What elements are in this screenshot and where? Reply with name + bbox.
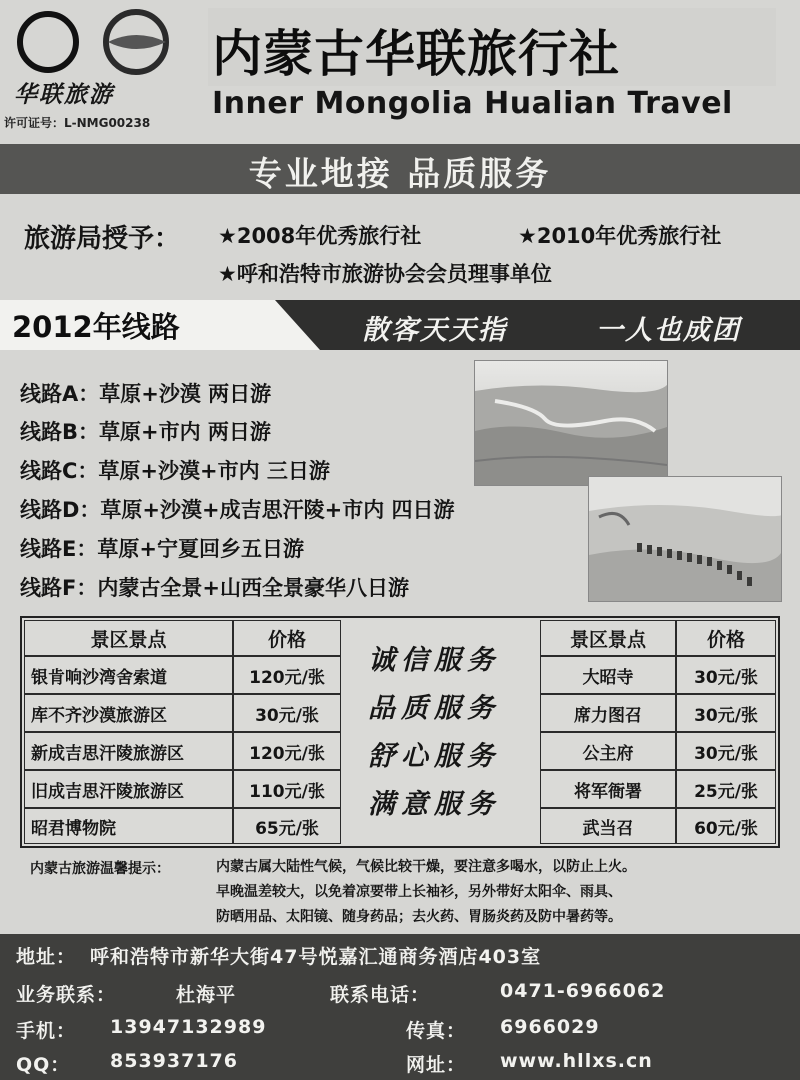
routes-slogan-1: 散客天天指 xyxy=(362,315,507,346)
tips-label: 内蒙古旅游温馨提示： xyxy=(30,861,170,877)
table-row-price: 30元/张 xyxy=(676,732,776,770)
tip-line: 早晚温差较大，以免着凉要带上长袖衫，另外带好太阳伞、雨具、 xyxy=(216,884,622,900)
phone-value: 0471-6966062 xyxy=(500,980,666,1002)
table-row-name: 库不齐沙漠旅游区 xyxy=(24,694,233,732)
mobile-value: 13947132989 xyxy=(110,1016,267,1038)
table-row-price: 65元/张 xyxy=(233,808,341,844)
website-label: 网址： xyxy=(406,1054,467,1076)
header-attraction: 景区景点 xyxy=(540,620,676,656)
table-row-price: 30元/张 xyxy=(676,694,776,732)
routes-year-label: 2012年线路 xyxy=(12,310,180,344)
service-motto: 诚信服务 xyxy=(368,645,500,676)
routes-slogan-2: 一人也成团 xyxy=(596,315,741,346)
address-label: 地址： xyxy=(16,946,77,968)
fax-value: 6966029 xyxy=(500,1016,600,1038)
website-value: www.hllxs.cn xyxy=(500,1050,653,1072)
award-item: ★2010年优秀旅行社 xyxy=(518,224,722,248)
route-item: 线路E：草原+宁夏回乡五日游 xyxy=(20,537,304,561)
table-row-name: 昭君博物院 xyxy=(24,808,233,844)
service-motto: 满意服务 xyxy=(368,789,500,820)
address-value: 呼和浩特市新华大街47号悦嘉汇通商务酒店403室 xyxy=(90,946,542,968)
service-motto: 舒心服务 xyxy=(368,741,500,772)
table-row-name: 银肯响沙湾舍索道 xyxy=(24,656,233,694)
route-item: 线路B：草原+市内 两日游 xyxy=(20,420,271,444)
camel-desert-photo xyxy=(588,476,782,602)
table-row-price: 120元/张 xyxy=(233,732,341,770)
table-row-name: 公主府 xyxy=(540,732,676,770)
header-price: 价格 xyxy=(676,620,776,656)
awards-label: 旅游局授予： xyxy=(24,224,181,254)
table-row-price: 110元/张 xyxy=(233,770,341,808)
header-attraction: 景区景点 xyxy=(24,620,233,656)
table-row-price: 25元/张 xyxy=(676,770,776,808)
route-item: 线路F：内蒙古全景+山西全景豪华八日游 xyxy=(20,576,409,600)
company-logo xyxy=(8,8,193,76)
slogan-text: 专业地接 品质服务 xyxy=(248,154,552,193)
fax-label: 传真： xyxy=(406,1020,467,1042)
header-price: 价格 xyxy=(233,620,341,656)
table-row-price: 30元/张 xyxy=(676,656,776,694)
mobile-label: 手机： xyxy=(16,1020,77,1042)
table-row-name: 旧成吉思汗陵旅游区 xyxy=(24,770,233,808)
table-row-name: 将军衙署 xyxy=(540,770,676,808)
table-row-name: 新成吉思汗陵旅游区 xyxy=(24,732,233,770)
table-row-price: 30元/张 xyxy=(233,694,341,732)
company-title-cn: 内蒙古华联旅行社 xyxy=(212,25,620,83)
business-person: 杜海平 xyxy=(176,984,237,1006)
award-item: ★呼和浩特市旅游协会会员理事单位 xyxy=(218,262,552,286)
award-item: ★2008年优秀旅行社 xyxy=(218,224,422,248)
table-row-name: 武当召 xyxy=(540,808,676,844)
business-label: 业务联系： xyxy=(16,984,117,1006)
phone-label: 联系电话： xyxy=(330,984,431,1006)
route-item: 线路D：草原+沙漠+成吉思汗陵+市内 四日游 xyxy=(20,498,455,522)
qq-label: QQ： xyxy=(16,1054,71,1076)
grassland-photo xyxy=(474,360,668,486)
table-row-price: 60元/张 xyxy=(676,808,776,844)
table-row-name: 大昭寺 xyxy=(540,656,676,694)
tip-line: 防晒用品、太阳镜、随身药品；去火药、胃肠炎药及防中暑药等。 xyxy=(216,909,622,925)
table-row-name: 席力图召 xyxy=(540,694,676,732)
route-item: 线路C：草原+沙漠+市内 三日游 xyxy=(20,459,330,483)
route-item: 线路A：草原+沙漠 两日游 xyxy=(20,382,272,406)
service-motto: 品质服务 xyxy=(368,693,500,724)
table-row-price: 120元/张 xyxy=(233,656,341,694)
tip-line: 内蒙古属大陆性气候，气候比较干燥，要注意多喝水，以防止上火。 xyxy=(216,859,636,875)
brand-name: 华联旅游 xyxy=(14,82,114,108)
company-title-en: Inner Mongolia Hualian Travel xyxy=(212,86,733,121)
license-number: 许可证号：L-NMG00238 xyxy=(4,116,151,130)
qq-value: 853937176 xyxy=(110,1050,238,1072)
